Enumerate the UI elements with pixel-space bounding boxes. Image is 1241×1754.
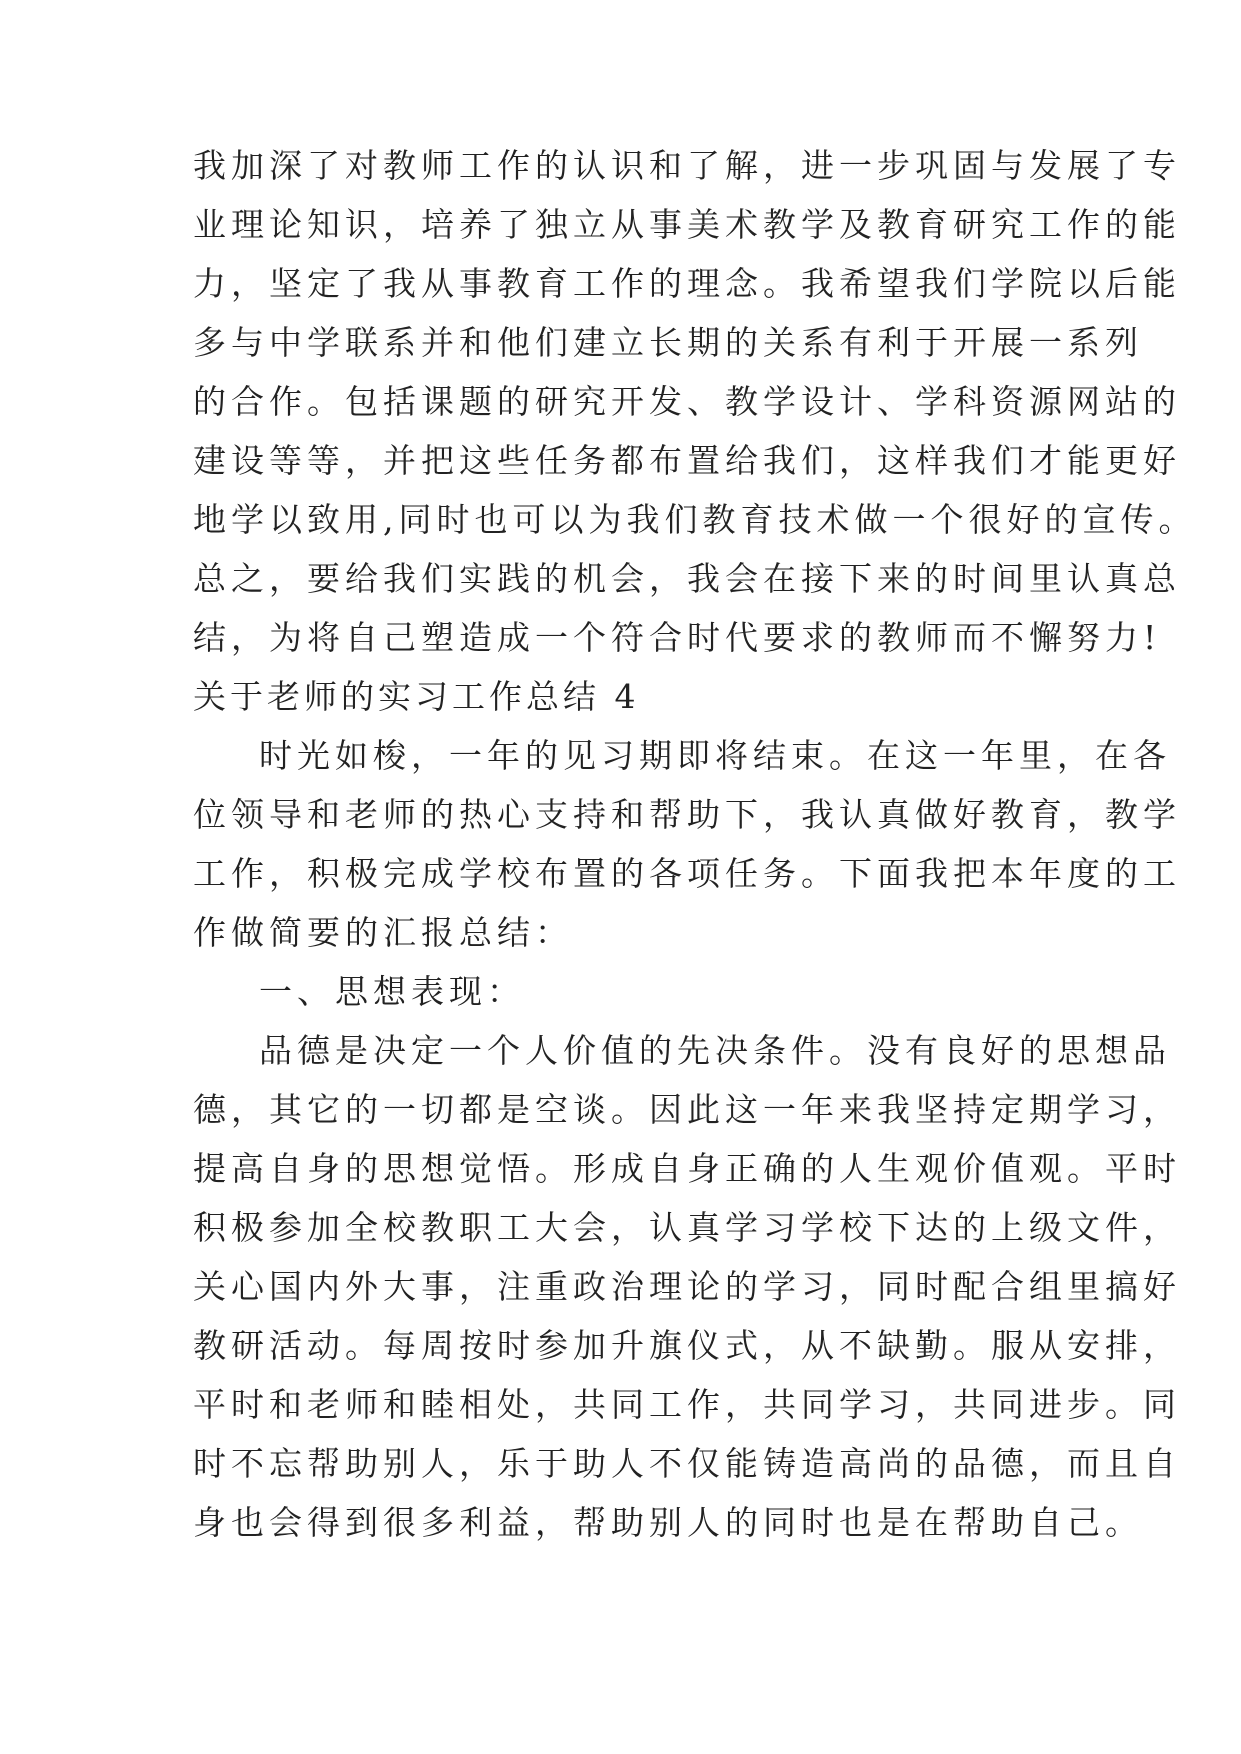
document-page	[193, 136, 1197, 1552]
text-line: 积极参加全校教职工大会，认真学习学校下达的上级文件，	[193, 1208, 1181, 1247]
text-line: 的合作。包括课题的研究开发、教学设计、学科资源网站的	[193, 382, 1181, 421]
text-line: 教研活动。每周按时参加升旗仪式，从不缺勤。服从安排，	[193, 1326, 1181, 1365]
text-line: 结，为将自己塑造成一个符合时代要求的教师而不懈努力!	[193, 618, 1162, 657]
subsection-heading: 一、思想表现：	[259, 972, 525, 1011]
paragraph-first-line: 品德是决定一个人价值的先决条件。没有良好的思想品	[259, 1031, 1171, 1070]
text-line: 时不忘帮助别人，乐于助人不仅能铸造高尚的品德，而且自	[193, 1444, 1181, 1483]
section-heading: 关于老师的实习工作总结 4	[193, 677, 640, 716]
text-line: 德，其它的一切都是空谈。因此这一年来我坚持定期学习，	[193, 1090, 1181, 1129]
text-line: 总之，要给我们实践的机会，我会在接下来的时间里认真总	[193, 559, 1181, 598]
text-line: 业理论知识，培养了独立从事美术教学及教育研究工作的能	[193, 205, 1181, 244]
paragraph-first-line: 时光如梭，一年的见习期即将结束。在这一年里，在各	[259, 736, 1171, 775]
text-line: 工作，积极完成学校布置的各项任务。下面我把本年度的工	[193, 854, 1181, 893]
text-line: 建设等等，并把这些任务都布置给我们，这样我们才能更好	[193, 441, 1181, 480]
text-line: 多与中学联系并和他们建立长期的关系有利于开展一系列	[193, 323, 1143, 362]
text-line: 平时和老师和睦相处，共同工作，共同学习，共同进步。同	[193, 1385, 1181, 1424]
text-line: 作做简要的汇报总结：	[193, 913, 573, 952]
text-line: 提高自身的思想觉悟。形成自身正确的人生观价值观。平时	[193, 1149, 1181, 1188]
text-line: 我加深了对教师工作的认识和了解，进一步巩固与发展了专	[193, 146, 1181, 185]
text-line: 位领导和老师的热心支持和帮助下，我认真做好教育，教学	[193, 795, 1181, 834]
text-line: 力，坚定了我从事教育工作的理念。我希望我们学院以后能	[193, 264, 1181, 303]
text-line: 关心国内外大事，注重政治理论的学习，同时配合组里搞好	[193, 1267, 1181, 1306]
text-line: 身也会得到很多利益，帮助别人的同时也是在帮助自己。	[193, 1503, 1143, 1542]
text-line: 地学以致用,同时也可以为我们教育技术做一个很好的宣传。	[193, 500, 1197, 539]
